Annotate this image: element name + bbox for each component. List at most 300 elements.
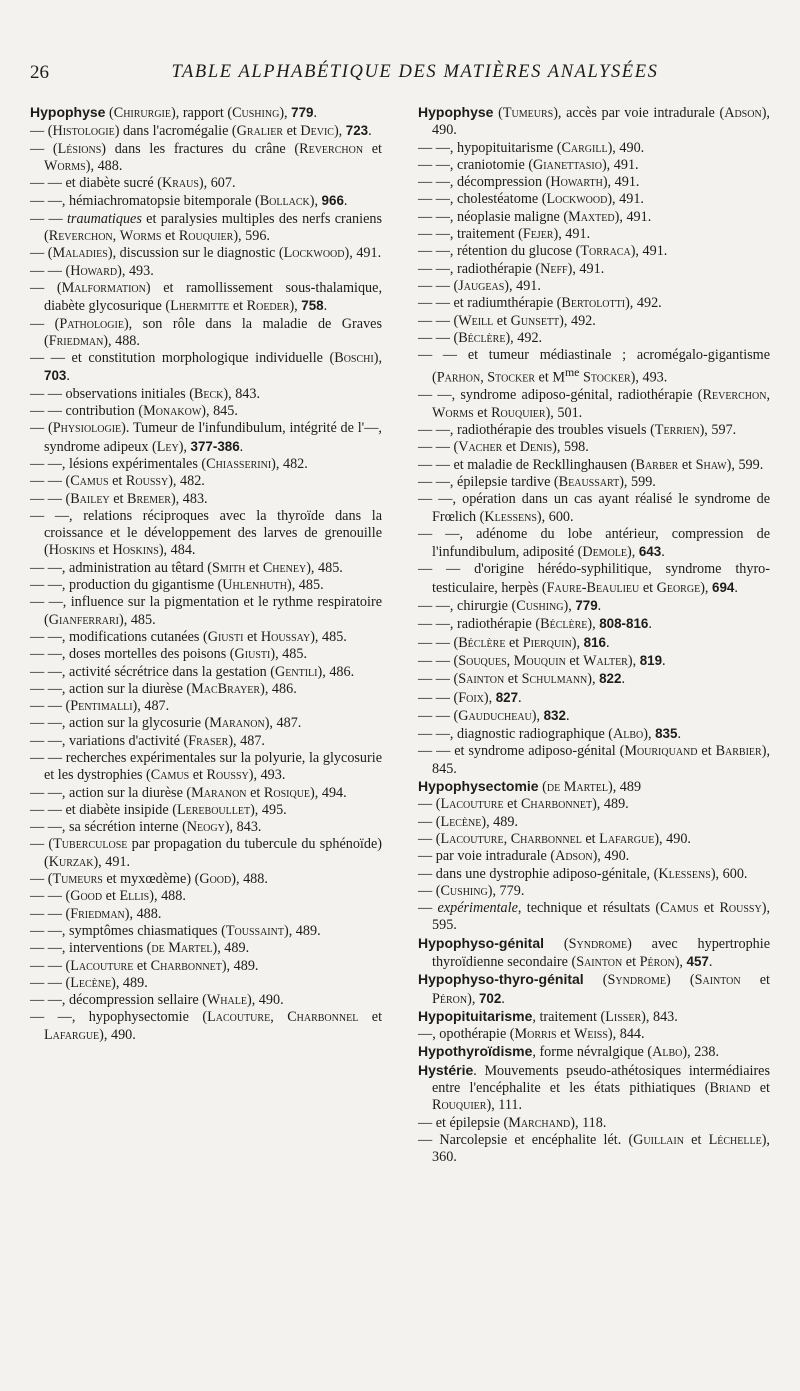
- entry-text: ), accès par voie intradurale (: [553, 105, 725, 121]
- author-name: Good: [70, 888, 103, 905]
- entry-text: — — recherches expérimentales sur la polyurie, la glycosurie et les dystrophies (: [30, 749, 382, 784]
- entry-text: ), 843.: [641, 1008, 678, 1025]
- page-reference: 702: [478, 990, 502, 1006]
- author-name: Malformation: [61, 279, 146, 296]
- entry-text: et: [95, 542, 113, 559]
- index-entry: [30, 888, 382, 905]
- entry-text: et: [504, 671, 522, 688]
- index-entry: [418, 295, 770, 312]
- entry-text: ), 488.: [149, 888, 186, 905]
- author-name: Tumeurs: [502, 105, 554, 121]
- entry-text: — — et syndrome adiposo-génital (: [418, 743, 625, 760]
- entry-text: — — (: [418, 277, 459, 294]
- author-name: Beck: [193, 385, 224, 402]
- author-name: Rouquier: [178, 228, 234, 245]
- author-name: Reverchon: [299, 140, 364, 157]
- index-entry: [418, 778, 770, 796]
- index-entry: [418, 1008, 770, 1026]
- author-name: Kraus: [161, 175, 199, 192]
- entry-text: — —, action sur la diurèse (: [30, 784, 192, 801]
- entry-text: .: [518, 689, 522, 706]
- entry-text: — (: [418, 796, 441, 813]
- entry-headword: Hystérie: [418, 1061, 474, 1078]
- entry-text: — — (: [418, 329, 459, 346]
- page-header: [0, 62, 800, 92]
- entry-text: ),: [373, 350, 382, 367]
- index-entry: [30, 104, 382, 122]
- index-entry: [30, 122, 382, 140]
- author-name: Briand: [709, 1080, 751, 1097]
- entry-text: — —, radiothérapie (: [418, 260, 541, 277]
- author-name: Stocker: [487, 370, 535, 387]
- author-name: Whale: [206, 992, 247, 1009]
- page-reference: 377-386: [190, 438, 240, 454]
- entry-text: — —, action sur la glycosurie (: [30, 715, 210, 732]
- entry-text: (: [493, 105, 503, 121]
- entry-text: (: [583, 972, 608, 989]
- index-entry: [418, 387, 770, 422]
- index-entry: [30, 263, 382, 280]
- index-entry: [418, 457, 770, 474]
- author-name: Vacher: [458, 439, 503, 456]
- entry-text: et: [698, 900, 720, 917]
- author-name: Chirurgie: [113, 105, 171, 121]
- index-entry: [30, 819, 382, 836]
- author-name: Reverchon: [48, 228, 113, 245]
- entry-text: — (: [30, 140, 58, 157]
- entry-text: — —, craniotomie (: [418, 156, 534, 173]
- index-entry: [30, 750, 382, 785]
- index-entry: [418, 140, 770, 157]
- entry-text: .: [66, 368, 70, 385]
- index-entry: [418, 971, 770, 1008]
- author-name: Maxted: [568, 208, 615, 225]
- index-entry: [30, 1009, 382, 1044]
- index-entry: [418, 104, 770, 140]
- index-entry: [418, 597, 770, 615]
- entry-text: ), 598.: [552, 439, 589, 456]
- entry-text: ),: [333, 123, 346, 140]
- index-entry: [418, 866, 770, 883]
- author-name: Béclère: [458, 329, 506, 346]
- index-entry: [30, 906, 382, 923]
- running-title: TABLE ALPHABÉTIQUE DES MATIÈRES ANALYSÉES: [171, 62, 659, 82]
- entry-text: et: [493, 312, 511, 329]
- entry-text: ), 490.: [246, 992, 284, 1009]
- index-entry: [418, 561, 770, 597]
- entry-text: — — et tumeur médiastinale ; acromégalo-gigantisme (: [418, 347, 770, 387]
- entry-text: — —, relations réciproques avec la thyroïde dans la croissance et le développement des larves de grenouille (: [30, 507, 382, 559]
- index-entry: [418, 883, 770, 900]
- index-entry: [30, 403, 382, 420]
- entry-text: .: [605, 634, 610, 651]
- entry-text: — — (: [418, 707, 459, 724]
- page-reference: 808-816: [599, 616, 649, 632]
- page-reference: 835: [655, 726, 678, 742]
- author-name: George: [656, 579, 701, 596]
- entry-text: ),: [467, 990, 479, 1007]
- entry-text: — par voie intradurale (: [418, 848, 556, 865]
- author-name: Klessens: [658, 865, 711, 882]
- entry-text: par propagation du tubercule du sphénoïde) (: [44, 836, 382, 870]
- entry-text: et: [678, 456, 696, 473]
- entry-text: — —, radiothérapie des troubles visuels (: [418, 422, 655, 439]
- entry-text: .: [368, 123, 372, 140]
- author-name: Jaugeas: [458, 277, 505, 294]
- entry-text: ),: [279, 105, 292, 121]
- author-name: Maranon: [209, 715, 265, 732]
- entry-text: — (: [30, 871, 53, 888]
- entry-text: — —, traitement (: [418, 226, 523, 243]
- author-name: Schulmann: [521, 671, 588, 688]
- entry-headword: Hypopituitarisme: [418, 1007, 533, 1024]
- page-reference: 832: [543, 707, 566, 723]
- author-name: Foix: [458, 689, 484, 706]
- author-name: Neff: [540, 260, 568, 277]
- entry-text: et: [363, 140, 382, 157]
- entry-text: ), 489.: [111, 974, 148, 991]
- entry-text: — (: [30, 279, 62, 296]
- entry-text: ), 488.: [124, 905, 162, 922]
- entry-text: — (: [30, 420, 53, 437]
- index-entry: [418, 261, 770, 278]
- entry-text: — (: [30, 315, 60, 332]
- entry-text: ),: [289, 298, 302, 315]
- index-entry: [30, 141, 382, 176]
- entry-text: ,: [766, 387, 770, 404]
- entry-text: — (: [30, 245, 53, 262]
- entry-text: ), 487.: [228, 732, 265, 749]
- index-entry: [418, 814, 770, 831]
- index-entry: [418, 689, 770, 707]
- entry-text: ), 487.: [264, 715, 302, 732]
- author-name: Béclère: [458, 634, 506, 651]
- entry-text: — —, modifications cutanées (: [30, 628, 208, 645]
- author-name: Weill: [458, 312, 494, 329]
- index-entry: [418, 831, 770, 848]
- entry-text: et myxœdème) (: [102, 871, 200, 888]
- entry-text: ), 595.: [432, 900, 770, 934]
- index-entry: [30, 456, 382, 473]
- author-name: Syndrome: [607, 972, 666, 989]
- entry-text: ), 489.: [212, 940, 250, 957]
- author-name: Adson: [724, 105, 762, 121]
- entry-text: et: [740, 972, 770, 989]
- entry-text: — —, hypophysectomie (: [30, 1009, 208, 1026]
- author-name: Devic: [300, 123, 334, 140]
- author-name: Howarth: [550, 174, 603, 191]
- author-name: Barber: [635, 456, 679, 473]
- author-name: Marchand: [508, 1114, 571, 1131]
- author-name: Lereboullet: [176, 801, 251, 818]
- index-entry: [30, 923, 382, 940]
- author-name: Weiss: [573, 1026, 608, 1043]
- entry-text: — —, administration au têtard (: [30, 559, 213, 576]
- index-entry: [30, 473, 382, 490]
- entry-text: ), 492.: [625, 295, 662, 312]
- author-name: Giusti: [207, 628, 244, 645]
- entry-text: ),: [587, 616, 600, 633]
- entry-text: ), 490.: [592, 848, 630, 865]
- entry-text: ),: [674, 953, 687, 970]
- entry-text: ), 489: [607, 779, 642, 796]
- page-reference: 779: [575, 598, 598, 614]
- entry-text: — —, adénome du lobe antérieur, compression de l'infundibulum, adiposité (: [418, 525, 770, 561]
- entry-text: — —, lésions expérimentales (: [30, 455, 207, 472]
- entry-text: ), 488.: [103, 332, 140, 349]
- index-entry: [30, 992, 382, 1009]
- entry-text: .: [597, 598, 602, 615]
- entry-text: ), 238.: [682, 1044, 720, 1061]
- entry-text: ), 489.: [481, 813, 519, 830]
- author-name: Good: [199, 871, 232, 888]
- entry-text: ), 492.: [559, 312, 596, 329]
- page-reference: 758: [301, 298, 324, 314]
- index-entry: [418, 1115, 770, 1132]
- author-name: Uhlenhuth: [222, 577, 287, 594]
- entry-text: ), 485.: [119, 611, 156, 628]
- entry-text: — — et maladie de Reckllinghausen (: [418, 456, 636, 473]
- author-name: Guillain: [633, 1131, 684, 1148]
- entry-text: .: [662, 652, 666, 669]
- author-name: Klessens: [484, 508, 537, 525]
- author-name: Houssay: [260, 628, 311, 645]
- author-name: Bailey: [70, 490, 110, 507]
- entry-text: ), 493.: [630, 370, 668, 387]
- author-name: Chiasserini: [206, 455, 272, 472]
- entry-text: — —, hypopituitarisme (: [418, 139, 562, 156]
- entry-headword: Hypothyroïdisme: [418, 1043, 533, 1060]
- author-name: Ellis: [119, 888, 150, 905]
- index-entry: [418, 347, 770, 387]
- author-name: Beaussart: [558, 473, 620, 490]
- entry-text: — — et diabète sucré (: [30, 175, 162, 192]
- index-entry: [30, 733, 382, 750]
- entry-text: — —, cholestéatome (: [418, 191, 547, 208]
- entry-text: — —, hémiachromatopsie bitemporale (: [30, 193, 260, 210]
- entry-text: ), 360.: [432, 1131, 770, 1166]
- entry-text: — —, rétention du glucose (: [418, 243, 581, 260]
- entry-text: ),: [178, 438, 191, 455]
- author-name: Lafargue: [599, 830, 655, 847]
- author-name: Syndrome: [568, 935, 628, 952]
- entry-text: — (: [418, 830, 441, 847]
- entry-text: ), 488.: [85, 157, 123, 174]
- index-entry: [30, 491, 382, 508]
- entry-text: et M: [535, 370, 565, 387]
- entry-headword: Hypophyse: [418, 104, 494, 120]
- index-entry: [418, 278, 770, 295]
- author-name: Sainton: [458, 671, 505, 688]
- author-name: Bollack: [259, 193, 310, 210]
- entry-text: — —, chirurgie (: [418, 598, 517, 615]
- index-entry: [418, 1026, 770, 1043]
- entry-text: ), 491.: [567, 260, 605, 277]
- author-name: Gralier: [236, 123, 284, 140]
- entry-text: ), 491.: [614, 208, 652, 225]
- index-entry: [418, 474, 770, 491]
- entry-text: — —, décompression (: [418, 174, 551, 191]
- entry-text: .: [621, 671, 625, 688]
- author-name: Cheney: [262, 559, 307, 576]
- entry-text: et: [639, 579, 657, 596]
- author-name: Gunsett: [510, 312, 560, 329]
- index-entry: [30, 836, 382, 871]
- author-name: Lhermitte: [170, 298, 230, 315]
- entry-headword: Hypophysectomie: [418, 778, 539, 795]
- author-name: Lafargue: [44, 1026, 100, 1043]
- entry-text: — — observations initiales (: [30, 385, 194, 402]
- index-entry: [30, 245, 382, 262]
- author-name: Morris: [514, 1026, 557, 1043]
- index-entry: [418, 848, 770, 865]
- entry-text: — (: [418, 813, 441, 830]
- entry-text: ),: [563, 598, 576, 615]
- entry-text: .: [648, 616, 652, 633]
- index-entry: [30, 664, 382, 681]
- author-name: Denis: [519, 439, 553, 456]
- entry-text: — — (: [418, 689, 459, 706]
- entry-text: — — (: [418, 439, 459, 456]
- index-entry: [418, 670, 770, 688]
- entry-text: ), 485.: [310, 628, 347, 645]
- author-name: Albo: [652, 1044, 683, 1061]
- entry-text: et: [622, 953, 640, 970]
- entry-text: — — (: [30, 490, 71, 507]
- index-entry: [30, 975, 382, 992]
- entry-text: ), 482.: [271, 455, 308, 472]
- page-reference: 457: [686, 953, 709, 969]
- author-name: Lecène: [440, 813, 482, 830]
- author-name: Gianettasio: [533, 156, 602, 173]
- index-entry: [418, 526, 770, 562]
- author-name: Adson: [555, 848, 593, 865]
- entry-text: ), 111.: [486, 1097, 523, 1114]
- entry-text: ),: [643, 726, 656, 743]
- author-name: Hoskins: [48, 542, 96, 559]
- index-entry: [418, 796, 770, 813]
- author-name: Tumeurs: [52, 871, 103, 888]
- entry-text: (: [105, 105, 114, 121]
- entry-text: ), 491.: [344, 245, 382, 262]
- index-entry: [418, 1062, 770, 1115]
- entry-text: .: [501, 990, 505, 1007]
- page-reference: 966: [321, 193, 344, 209]
- author-name: Rouquier: [491, 404, 546, 421]
- author-name: Gauducheau: [458, 707, 532, 724]
- author-name: Camus: [660, 900, 699, 917]
- author-name: Barbier: [715, 743, 762, 760]
- entry-text: — —, influence sur la pigmentation et le rythme respiratoire (: [30, 594, 382, 628]
- page-reference: 694: [712, 579, 735, 595]
- index-entry: [30, 785, 382, 802]
- page-reference: 816: [583, 634, 606, 650]
- entry-text: — —, action sur la diurèse (: [30, 680, 192, 697]
- entry-text: (: [538, 779, 547, 796]
- entry-text: ),: [571, 634, 584, 651]
- author-name: Lacouture: [207, 1009, 271, 1026]
- entry-text: — — (: [418, 671, 459, 688]
- author-name: Pathologie: [59, 315, 124, 332]
- entry-text: ,: [480, 370, 488, 387]
- entry-text: ), 491.: [607, 191, 644, 208]
- author-name: Sainton: [576, 953, 623, 970]
- author-name: Bertolotti: [561, 295, 626, 312]
- author-name: Gianferrari: [48, 611, 119, 628]
- entry-text: ), 600.: [710, 865, 748, 882]
- entry-text: — —, symptômes chiasmatiques (: [30, 922, 226, 939]
- index-entry: [418, 491, 770, 526]
- entry-text: .: [677, 726, 681, 743]
- entry-headword: Hypophyso-génital: [418, 934, 545, 951]
- entry-text: — —, syndrome adiposo-génital, radiothérapie (: [418, 387, 703, 404]
- author-name: Albo: [613, 726, 644, 743]
- entry-text: et: [108, 473, 126, 490]
- entry-text: ) avec hypertrophie thyroïdienne secondaire (: [432, 935, 770, 970]
- entry-text: — — contribution (: [30, 403, 144, 420]
- entry-text: et: [102, 888, 120, 905]
- index-entry: [418, 209, 770, 226]
- entry-text: ), 490.: [654, 830, 691, 847]
- entry-text: ), 779.: [487, 882, 525, 899]
- page-reference: 819: [639, 652, 663, 668]
- entry-text: ), son rôle dans la maladie de Graves (: [44, 315, 382, 349]
- author-name: Monakow: [143, 403, 202, 420]
- entry-text: me: [564, 365, 580, 380]
- entry-text: ), 597.: [699, 422, 737, 439]
- author-name: Cushing: [440, 882, 488, 899]
- author-name: Cargill: [561, 139, 608, 156]
- entry-text: ), 607.: [198, 175, 236, 192]
- entry-text: ), 118.: [570, 1114, 607, 1131]
- entry-text: ) et ramollissement sous-thalamique, diabète glycosurique (: [44, 279, 382, 315]
- entry-text: — — (: [30, 698, 71, 715]
- author-name: Howard: [70, 262, 118, 279]
- entry-text: ), 486.: [260, 680, 297, 697]
- author-name: Sainton: [694, 972, 741, 989]
- author-name: Charbonnet: [150, 957, 222, 974]
- author-name: Péron: [639, 953, 675, 970]
- author-name: Terrien: [654, 422, 700, 439]
- entry-text: ,: [270, 1009, 288, 1026]
- author-name: Kurzak: [48, 853, 94, 870]
- entry-text: ), 486.: [317, 663, 355, 680]
- entry-text: ), 491.: [553, 226, 591, 243]
- entry-text: ), 485.: [286, 577, 324, 594]
- entry-text: ), 491.: [602, 174, 640, 191]
- index-entry: [30, 594, 382, 629]
- index-entry: [418, 615, 770, 633]
- index-entry: [30, 420, 382, 456]
- entry-text: et paralysies multiples des nerfs craniens (: [44, 210, 382, 245]
- author-name: Fejer: [522, 226, 554, 243]
- entry-text: ), 490.: [607, 139, 645, 156]
- entry-text: ), 600.: [536, 508, 574, 525]
- index-entry: [418, 1043, 770, 1061]
- entry-text: ), 487.: [132, 698, 170, 715]
- author-name: Faure-Beaulieu: [546, 579, 640, 596]
- entry-text: traumatiques: [66, 210, 142, 227]
- entry-text: .: [323, 298, 328, 315]
- author-name: Walter: [583, 652, 628, 669]
- entry-text: .: [708, 953, 713, 970]
- entry-text: — —, opération dans un cas ayant réalisé le syndrome de Frœlich (: [418, 491, 770, 525]
- index-entry: [418, 243, 770, 260]
- entry-text: — — (: [30, 473, 71, 490]
- entry-text: et: [503, 796, 521, 813]
- author-name: de Martel: [546, 779, 608, 796]
- entry-text: ),: [700, 579, 713, 596]
